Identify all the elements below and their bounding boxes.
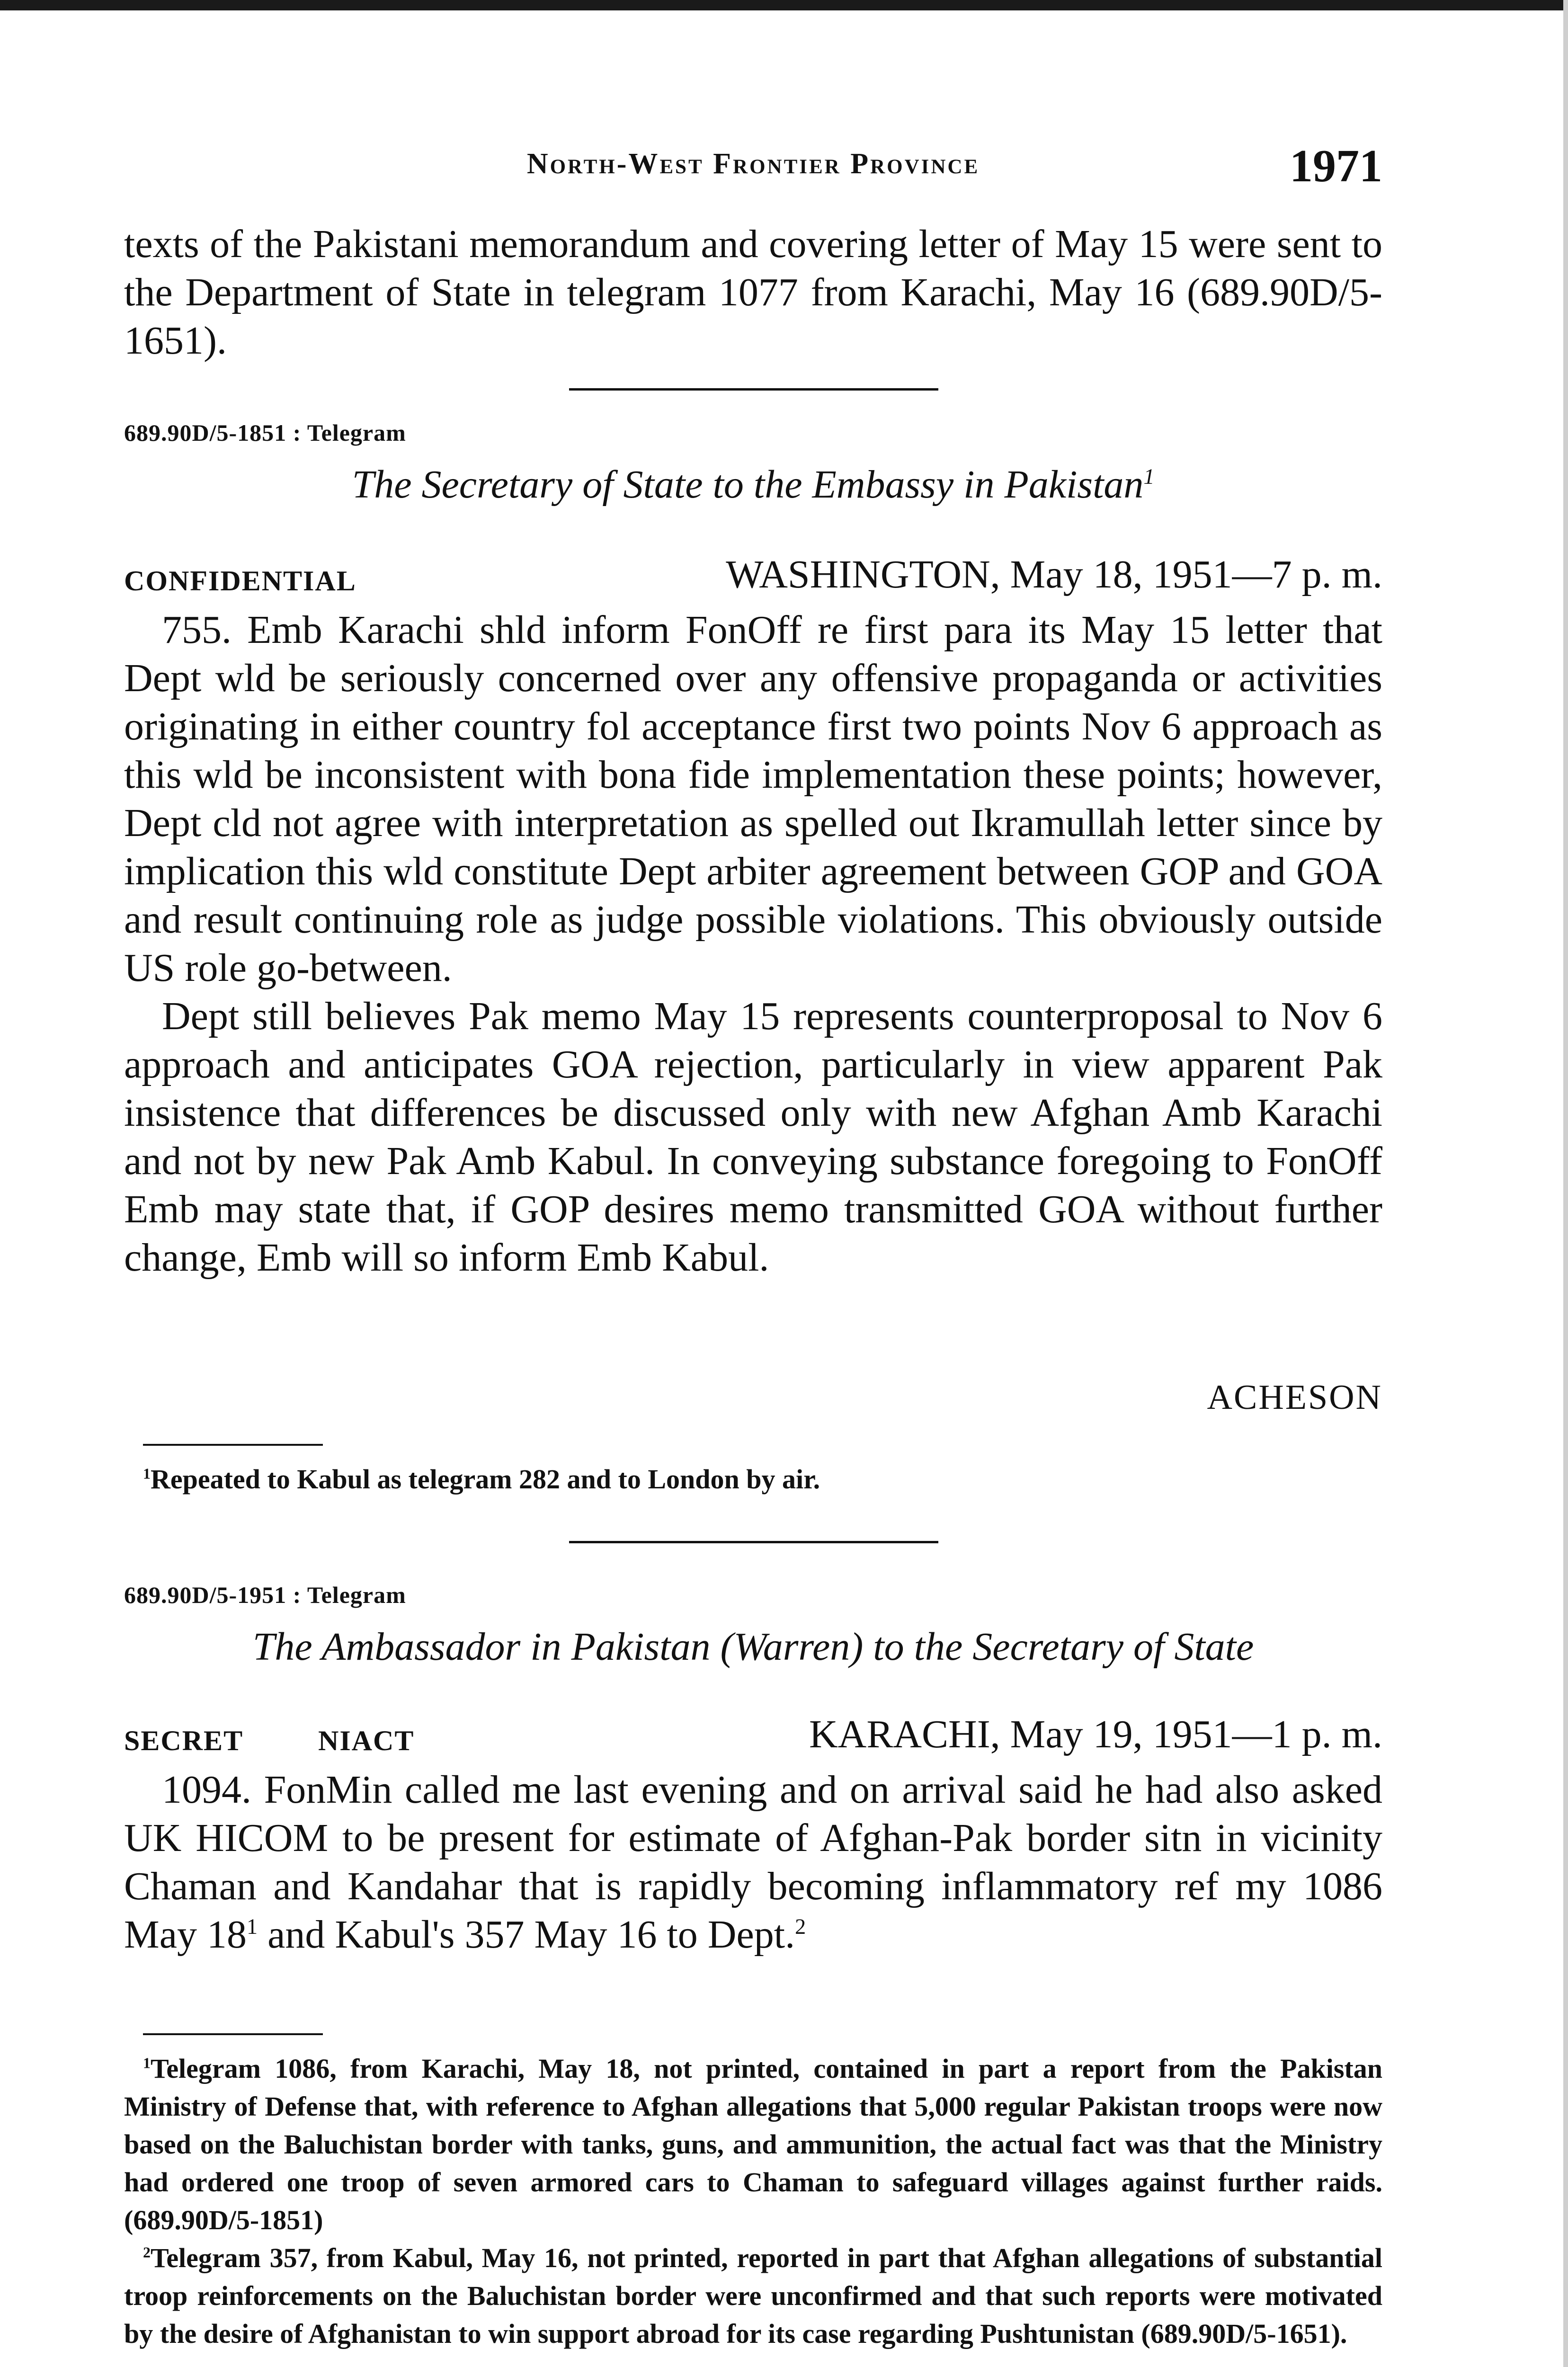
doc1-footnote-marker: 1	[143, 1465, 151, 1482]
doc1-signature-block	[124, 1378, 1382, 1418]
doc2-file-number: 689.90D/5-1951 : Telegram	[124, 1582, 406, 1608]
doc2-heading-block	[124, 1624, 1382, 1670]
intro-paragraph-block	[124, 220, 1382, 365]
doc2-paragraph-1	[124, 1766, 1382, 1959]
doc2-footnote-1	[124, 2050, 1382, 2239]
doc2-dateline: KARACHI, May 19, 1951—1 p. m.	[809, 1712, 1382, 1756]
doc1-heading	[124, 462, 1382, 507]
doc2-heading-part-1: The Ambassador in Pakistan (	[252, 1625, 734, 1669]
scan-right-edge	[1563, 0, 1568, 2367]
doc2-precedence: NIACT	[318, 1725, 415, 1756]
doc1-heading-footnote-ref: 1	[1143, 464, 1155, 489]
doc2-classification-row	[124, 1711, 1382, 1759]
doc2-footnote-1-marker: 1	[143, 2055, 151, 2072]
doc1-signature: ACHESON	[1207, 1378, 1382, 1417]
doc2-footnote-1-text: Telegram 1086, from Karachi, May 18, not printed, contained in part a report from the Pakistan Ministry of Defense that, with reference to Afghan allegations that 5,000 regular Pakistan troops were now based on the Baluchistan border with tanks, guns, and ammunition, the actual fact was that the Ministry had ordered one troop of seven armored cars to Chaman to safeguard villages against further raids. (689.90D/5-1851)	[124, 2053, 1382, 2235]
doc1-heading-text: The Secretary of State to the Embassy in Pakistan	[352, 463, 1144, 507]
doc2-footnote-ref-2: 2	[795, 1914, 806, 1939]
section-divider	[569, 388, 938, 391]
doc2-footnote-2-text: Telegram 357, from Kabul, May 16, not printed, reported in part that Afghan allegations of substantial troop reinforcements on the Baluchistan border were unconfirmed and that such reports were motivated by the desire of Afghanistan to win support abroad for its case regarding Pushtunistan (689.90D/5-1651).	[124, 2242, 1382, 2349]
doc2-heading-part-2: ) to the Secretary of State	[850, 1625, 1254, 1669]
doc1-paragraph-1: 755. Emb Karachi shld inform FonOff re first para its May 15 letter that Dept wld be seriously concerned over any offensive propaganda or activities originating in either country fol acceptance first two points Nov 6 approach as this wld be inconsistent with bona fide implementation these points; however, Dept cld not agree with interpretation as spelled out Ikramullah letter since by implication this wld constitute Dept arbiter agreement between GOP and GOA and result continuing role as judge possible violations. This obviously outside US role go-between.	[124, 608, 1382, 990]
doc2-heading	[124, 1624, 1382, 1670]
section-divider	[569, 1541, 938, 1543]
doc1-classification-row	[124, 552, 1382, 599]
doc2-paragraph-1-part-b: and Kabul's 357 May 16 to Dept.	[267, 1913, 795, 1957]
doc1-footnote	[124, 1460, 1382, 1498]
doc1-body	[124, 606, 1382, 1282]
intro-paragraph: texts of the Pakistani memorandum and covering letter of May 15 were sent to the Department of State in telegram 1077 from Karachi, May 16 (689.90D/5-1651).	[124, 222, 1382, 363]
running-head	[124, 140, 1382, 192]
doc1-dateline: WASHINGTON, May 18, 1951—7 p. m.	[726, 552, 1382, 596]
doc2-footnote-ref-1: 1	[246, 1914, 258, 1939]
doc1-paragraph-2: Dept still believes Pak memo May 15 represents counterproposal to Nov 6 approach and anticipates GOA rejection, particularly in view apparent Pak insistence that differences be discussed only with new Afghan Amb Karachi and not by new Pak Amb Kabul. In conveying substance foregoing to FonOff Emb may state that, if GOP desires memo transmitted GOA without further change, Emb will so inform Emb Kabul.	[124, 994, 1382, 1280]
doc2-heading-name: Warren	[733, 1625, 850, 1669]
scan-top-border	[0, 0, 1568, 10]
doc2-footnotes	[124, 2050, 1382, 2353]
doc1-footnote-block	[124, 1460, 1382, 1498]
doc2-footnote-2	[124, 2239, 1382, 2353]
doc2-classification: SECRET	[124, 1725, 244, 1756]
doc2-paragraph-1-part-a: 1094. FonMin called me last evening and on arrival said he had also asked UK HICOM to be present for estimate of Afghan-Pak border sitn in vicinity Chaman and Kandahar that is rapidly becoming inflammatory ref my 1086 May 18	[124, 1768, 1382, 1957]
doc1-file-number-block	[124, 419, 1382, 446]
doc1-classification: CONFIDENTIAL	[124, 565, 356, 596]
doc2-footnote-2-marker: 2	[143, 2244, 151, 2261]
doc2-body	[124, 1766, 1382, 1959]
doc1-file-number: 689.90D/5-1851 : Telegram	[124, 419, 406, 446]
running-title: North-West Frontier Province	[526, 148, 980, 180]
doc2-file-number-block	[124, 1581, 1382, 1609]
doc1-heading-block	[124, 462, 1382, 507]
footnote-rule	[143, 2033, 323, 2035]
page-number: 1971	[1290, 141, 1382, 192]
footnote-rule	[143, 1444, 323, 1446]
doc1-footnote-text: Repeated to Kabul as telegram 282 and to London by air.	[150, 1464, 820, 1495]
